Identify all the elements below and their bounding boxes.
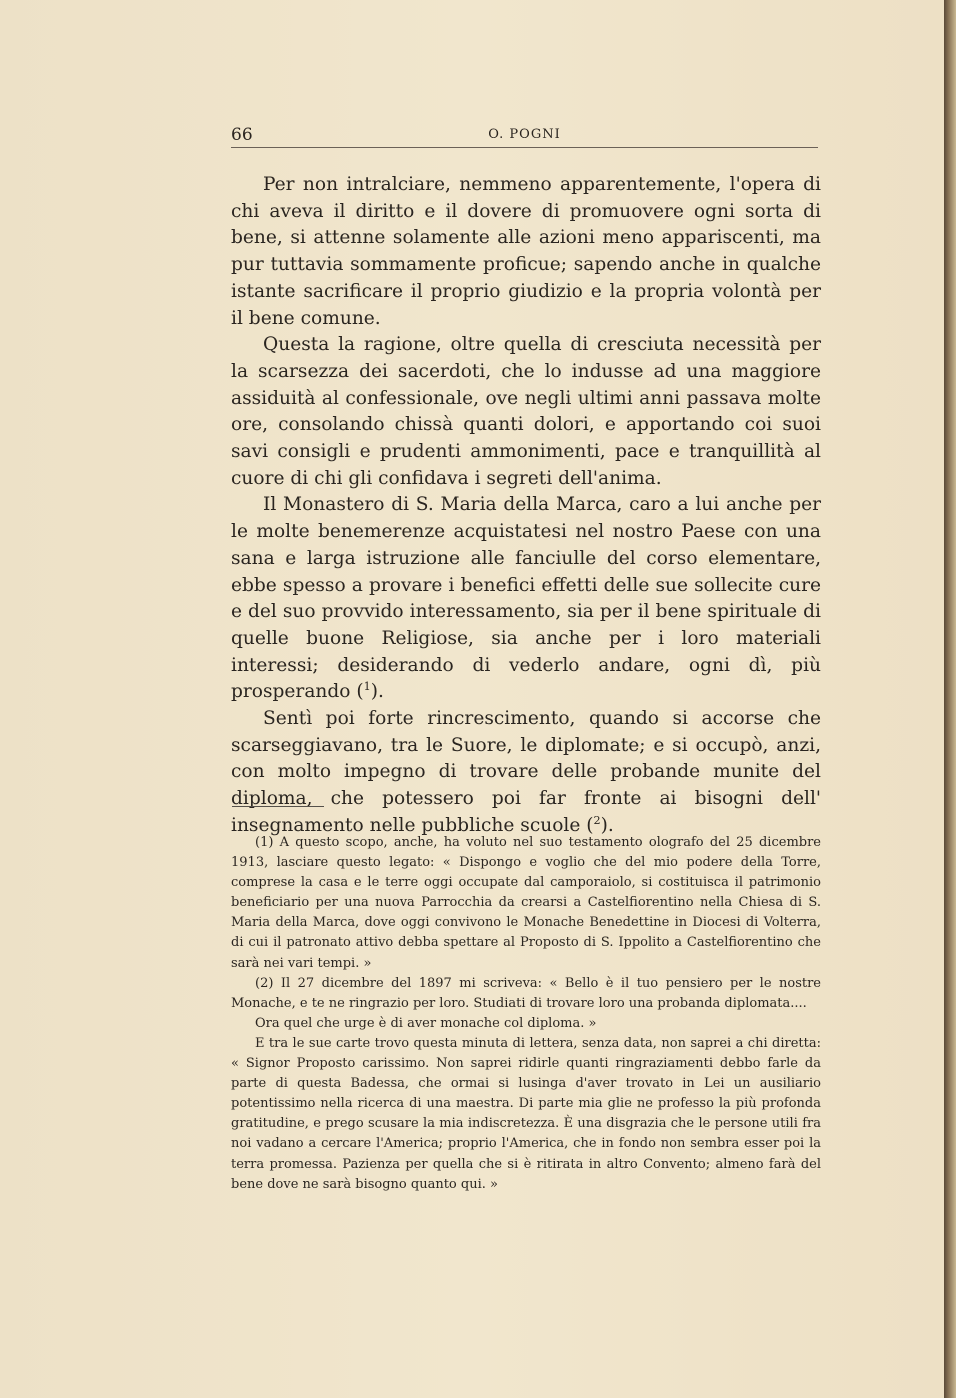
paragraph: Questa la ragione, oltre quella di cresciuta necessità per la scarsezza dei sacerdoti, che lo indusse ad una maggiore assiduità al confessionale, ove negli ultimi anni passava molte ore, consolando chissà quanti dolori, e apportando coi suoi savi consigli e prudenti ammonimenti, pace e tranquillità al cuore di chi gli confidava i segreti dell'anima. <box>231 334 821 489</box>
page-header <box>231 125 818 148</box>
paragraph <box>231 706 821 840</box>
page-number: 66 <box>231 125 253 145</box>
running-head: O. POGNI <box>488 127 561 142</box>
paragraph: Per non intralciare, nemmeno apparentemente, l'opera di chi aveva il diritto e il dovere di promuovere ogni sorta di bene, si attenne solamente alle azioni meno appariscenti, ma pur tuttavia sommamente proficue; sapendo anche in qualche istante sacrificare il proprio giudizio e la propria volontà per il bene comune. <box>231 174 821 329</box>
paragraph-end: ). <box>600 814 614 836</box>
footnote: (2) Il 27 dicembre del 1897 mi scriveva: « Bello è il tuo pensiero per le nostre Monache, e te ne ringrazio per loro. Studiati di trovare loro una probanda diplomata.... <box>231 975 821 1011</box>
footnote-ref: 2 <box>593 813 601 827</box>
paragraph <box>231 492 821 706</box>
footnote: (1) A questo scopo, anche, ha voluto nel suo testamento olografo del 25 dicembre 1913, lasciare questo legato: « Dispongo e voglio che del mio podere della Torre, comprese la casa e le terre oggi occupate dal camporaiolo, si costituisca il patrimonio beneficiario per una nuova Parrocchia da crearsi a Castelfiorentino nella Chiesa di S. Maria della Marca, dove oggi convivono le Monache Benedettine in Diocesi di Volterra, di cui il patronato attivo debba spettare al Proposto di S. Ippolito a Castelfiorentino che sarà nei vari tempi. » <box>231 835 821 971</box>
body-text <box>231 172 821 840</box>
footnote-continuation: Ora quel che urge è di aver monache col diploma. » <box>255 1015 597 1031</box>
paragraph-text: Sentì poi forte rincrescimento, quando si accorse che scarseggiavano, tra le Suore, le diplomate; e si occupò, anzi, con molto impegno di trovare delle probande munite del diploma, che potessero poi far fronte ai bisogni dell' insegnamento nelle pubbliche scuole ( <box>231 708 821 836</box>
footnote-separator <box>232 806 324 807</box>
paragraph-text: Il Monastero di S. Maria della Marca, caro a lui anche per le molte benemerenze acquistatesi nel nostro Paese con una sana e larga istruzione alle fanciulle del corso elementare, ebbe spesso a provare i benefici effetti delle sue sollecite cure e del suo provvido interessamento, sia per il bene spirituale di quelle buone Religiose, sia anche per i loro materiali interessi; desiderando di vederlo andare, ogni dì, più prosperando ( <box>231 494 821 703</box>
footnote: E tra le sue carte trovo questa minuta di lettera, senza data, non saprei a chi diretta: « Signor Proposto carissimo. Non saprei ridirle quanti ringraziamenti debbo farle da parte di questa Badessa, che ormai si lusinga d'aver trovato in Lei un ausiliario potentissimo nella ricerca di una maestra. Di parte mia glie ne professo la più profonda gratitudine, e prego scusare la mia indiscretezza. È una disgrazia che le persone utili fra noi vadano a cercare l'America; proprio l'America, che in fondo non sembra esser poi la terra promessa. Pazienza per quella che si è ritirata in altro Convento; almeno farà del bene dove ne sarà bisogno quanto qui. » <box>231 1035 821 1192</box>
paragraph-end: ). <box>370 681 384 703</box>
page-edge <box>944 0 956 1398</box>
footnotes <box>231 833 821 1195</box>
footnote-ref: 1 <box>363 680 371 694</box>
